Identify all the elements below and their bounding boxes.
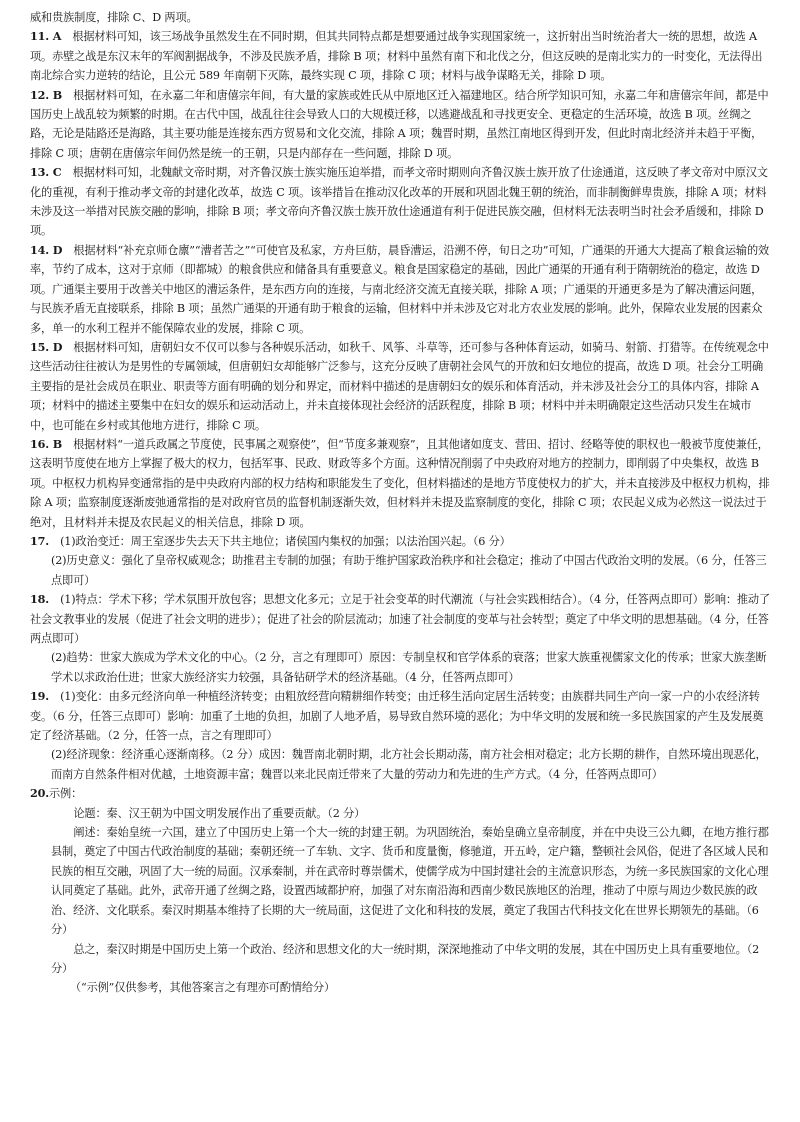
answer-subpart: (2)经济现象：经济重心逐渐南移。（2 分）成因：魏晋南北朝时期，北方社会长期动荡，南方社会相对稳定；北方长期的耕作，自然环境出现恶化，而南方自然条件相对优越，土地资源丰富；魏晋以来北民南迁带来了大量的劳动力和先进的生产方式。（4 分，任答两点即可） [51,748,767,781]
answer-18 [30,590,772,687]
answer-number: 11. A [30,29,62,44]
example-label: 示例： [49,787,83,801]
answer-paragraph [30,532,772,551]
answer-number: 13. C [30,165,62,180]
answer-text: (1)政治变迁：周王室逐步失去天下共主地位；诸侯国内集权的加强；以法治国兴起。（6 分） [60,534,511,548]
answer-text: (1)特点：学术下移；学术氛围开放包容；思想文化多元；立足于社会变革的时代潮流（与社会实践相结合）。（4 分，任答两点即可）影响：推动了社会文教事业的发展（促进了社会文明的进步）；促进了社会的阶层流动；加速了社会制度的变革与社会转型；奠定了中华文明的思想基础。（4 分，任答两点即可） [30,593,771,645]
answer-text: 根据材料可知，北魏献文帝时期，对齐鲁汉族士族实施压迫举措，而孝文帝时期则向齐鲁汉族士族开放了仕途通道，这反映了孝文帝对中原汉文化的重视，有利于推动孝文帝的封建化改革，故选 C 项。该举措旨在推动汉化改革的开展和巩固北魏王朝的统治，而非制衡鲜卑贵族，排除 A 项；材料未涉及这一举措对民族交融的影响，排除 B 项；孝文帝向齐鲁汉族士族开放仕途通道有利于促进民族交融，但材料无法表明当时社会矛盾缓和，排除 D 项。 [30,166,768,238]
answer-paragraph [30,590,772,648]
answer-19 [30,687,772,784]
answer-paragraph [30,241,772,338]
answer-paragraph [30,163,772,241]
answer-number: 17. [30,533,50,548]
answer-12 [30,86,772,164]
answer-16 [30,435,772,532]
answer-number: 18. [30,592,50,607]
answer-paragraph [30,27,772,85]
answer-text: 根据材料可知，在永嘉二年和唐僖宗年间，有大量的家族或姓氏从中原地区迁入福建地区。结合所学知识可知，永嘉二年和唐僖宗年间，都是中国历史上战乱较为频繁的时期。在古代中国，战乱往往会导致人口的大规模迁移，以逃避战乱和寻找更安全、更稳定的生活环境，故选 B 项。丝绸之路，无论是陆路还是海路，其主要功能是连接东西方贸易和文化交流，排除 A 项；魏晋时期，虽然江南地区得到开发，但此时南北经济并未趋于平衡，排除 C 项；唐朝在唐僖宗年间仍然是统一的王朝，只是内部存在一些问题，排除 D 项。 [30,88,769,160]
answer-11 [30,27,772,85]
answer-text: 根据材料可知，唐朝妇女不仅可以参与各种娱乐活动，如秋千、风筝、斗草等，还可参与各种体育运动，如骑马、射箭、打猎等。在传统观念中这些活动往往被认为是男性的专属领域，但唐朝妇女却能够广泛参与，这充分反映了唐朝社会风气的开放和妇女地位的提高，故选 D 项。社会分工明确主要指的是社会成员在职业、职责等方面有明确的划分和界定，而材料中描述的是唐朝妇女的娱乐和体育活动，并未涉及社会分工的具体内容，排除 A 项；材料中的描述主要集中在妇女的娱乐和运动活动上，并未直接体现社会经济的活跃程度，排除 B 项；材料中并未明确限定这些活动只发生在城市中，也可能在乡村或其他地方进行，排除 C 项。 [30,340,769,432]
answer-text: (1)变化：由多元经济向单一种植经济转变；由粗放经营向精耕细作转变；由迁移生活向定居生活转变；由族群共同生产向一家一户的小农经济转变。（6 分，任答三点即可）影响：加重了土地的负担，加剧了人地矛盾，易导致自然环境的恶化；为中华文明的发展和统一多民族国家的产生及发展奠定了经济基础。（2 分，任答一点，言之有理即可） [30,690,764,743]
answer-text: 根据材料“补充京师仓廪”“漕者苦之”“可使官及私家，方舟巨舫，晨昏漕运，沿溯不停，旬日之功”可知，广通渠的开通大大提高了粮食运输的效率，节约了成本，这对于京师（即都城）的粮食供应和储备具有重要意义。粮食是国家稳定的基础，因此广通渠的开通有利于隋朝统治的稳定，故选 D 项。广通渠主要用于改善关中地区的漕运条件，是东西方向的连接，与南北经济交流无直接关联，排除 A 项；广通渠的开通更多是为了解决漕运问题，与民族矛盾无直接联系，排除 B 项；虽然广通渠的开通有助于粮食的运输，但材料中并未涉及它对北方农业发展的影响。此外，保障农业发展的因素众多，单一的水利工程并不能保障农业的发展，排除 C 项。 [30,243,770,335]
answer-17 [30,532,772,590]
answer-13 [30,163,772,241]
answer-number: 20. [30,786,50,801]
answer-20 [30,784,772,997]
answer-paragraph [30,435,772,532]
answer-number: 19. [30,689,50,704]
answer-number: 16. B [30,436,63,451]
answer-14 [30,241,772,338]
thesis-text: 论题：秦、汉王朝为中国文明发展作出了重要贡献。（2 分） [73,806,366,820]
answer-number: 12. B [30,87,63,102]
answer-paragraph [30,338,772,435]
answer-text: 根据材料可知，该三场战争虽然发生在不同时期，但其共同特点都是想要通过战争实现国家统一，这折射出当时统治者大一统的思想，故选 A 项。赤壁之战是东汉末年的军阀割据战争，不涉及民族矛盾，排除 B 项；材料中虽然有南下和北伐之分，但这反映的是南北实力的一时变化，无法得出南北综合实力逆转的结论，且公元 589 年南朝下灭陈，最终实现 C 项，排除 C 项；材料与战争谋略无关，排除 D 项。 [30,30,763,83]
answer-text: 根据材料“一道兵政属之节度使，民事属之观察使”，但“节度多兼观察”，且其他诸如度支、营田、招讨、经略等使的职权也一般被节度使兼任，这表明节度使在地方上掌握了极大的权力，包括军事、民政、财政等多个方面。这种情况削弱了中央政府对地方的控制力，即削弱了中央集权，故选 B 项。中枢权力机构异变通常指的是中央政府内部的权力结构和职能发生了变化，但材料描述的是地方节度使权力的扩大，并未直接涉及中枢权力机构，排除 A 项；监察制度逐渐废弛通常指的是对政府官员的监督机制逐渐失效，但材料并未提及监察制度的变化，排除 C 项；农民起义成为必然这一说法过于绝对，且材料并未提及农民起义的相关信息，排除 D 项。 [30,437,770,529]
answer-paragraph [30,86,772,164]
grading-note: （“示例”仅供参考，其他答案言之有理亦可酌情给分） [70,981,336,995]
answer-15 [30,338,772,435]
intro-line: 威和贵族制度，排除 C、D 两项。 [30,11,198,24]
argument-text: 阐述：秦始皇统一六国，建立了中国历史上第一个大一统的封建王朝。为巩固统治，秦始皇确立皇帝制度，并在中央设三公九卿，在地方推行郡县制，奠定了中国古代政治制度的基础；秦朝还统一了车轨、文字、货币和度量衡，修驰道，开五岭，定户籍，整顿社会风俗，促进了各区域人民和民族的相互交融，巩固了大一统的局面。汉承秦制，并在武帝时尊崇儒术，使儒学成为中国封建社会的主流意识形态，为统一多民族国家的文化心理认同奠定了基础。此外，武帝开通了丝绸之路，设置西域都护府，加强了对东南沿海和西南少数民族地区的治理，推动了中原与周边少数民族的政治、经济、文化联系。秦汉时期基本维持了长期的大一统局面，这促进了文化和科技的发展，奠定了我国古代科技文化在世界长期领先的基础。（6 分） [51,826,769,937]
answer-subpart: (2)历史意义：强化了皇帝权威观念；助推君主专制的加强；有助于维护国家政治秩序和社会稳定；推动了中国古代政治文明的发展。（6 分，任答三点即可） [51,554,767,587]
answer-list [30,27,772,784]
answer-subpart: (2)趋势：世家大族成为学术文化的中心。（2 分，言之有理即可）原因：专制皇权和官学体系的衰落；世家大族重视儒家文化的传承；世家大族垄断学术以求政治仕进；世家大族经济实力较强，具备钻研学术的经济基础。（4 分，任答两点即可） [51,651,767,684]
summary-text: 总之，秦汉时期是中国历史上第一个政治、经济和思想文化的大一统时期，深深地推动了中华文明的发展，其在中国历史上具有重要地位。（2 分） [51,942,760,975]
answer-number: 15. D [30,339,63,354]
answer-paragraph [30,687,772,745]
answer-number: 14. D [30,242,63,257]
